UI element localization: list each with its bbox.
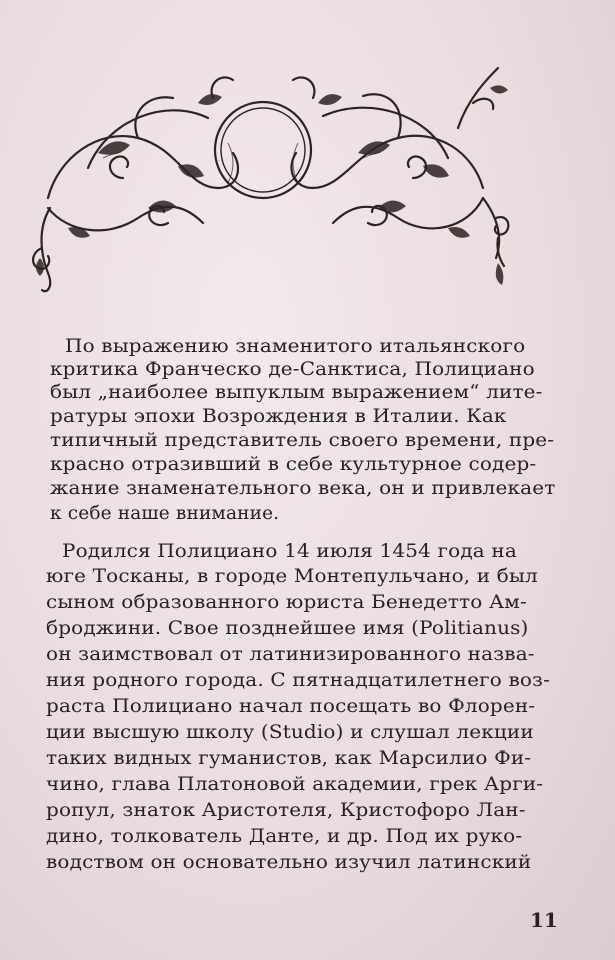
- text-line: броджини. Свое позднейшее имя (Politianus): [46, 618, 529, 639]
- text-line: критика Франческо де-Санктиса, Полициано: [50, 359, 535, 380]
- text-line: типичный представитель своего времени, пре-: [50, 430, 555, 451]
- text-line: ния родного города. С пятнадцатилетнего воз-: [46, 670, 551, 691]
- text-line: к себе наше внимание.: [50, 503, 280, 524]
- text-line: жание знаменательного века, он и привлекает: [50, 478, 556, 499]
- text-line: ропул, знаток Аристотеля, Кристофоро Лан-: [46, 800, 526, 821]
- text-line: чино, глава Платоновой академии, грек Арги-: [46, 774, 544, 795]
- text-line: сыном образованного юриста Бенедетто Ам-: [46, 592, 527, 613]
- text-line: раста Полициано начал посещать во Флорен-: [46, 696, 536, 717]
- text-line: водством он основательно изучил латинский: [46, 852, 532, 873]
- text-line: Родился Полициано 14 июля 1454 года на: [62, 541, 517, 562]
- text-line: юге Тосканы, в городе Монтепульчано, и был: [46, 566, 538, 587]
- text-line: ратуры эпохи Возрождения в Италии. Как: [50, 406, 507, 427]
- page-number: 11: [530, 908, 558, 932]
- text-line: он заимствовал от латинизированного назва-: [46, 644, 535, 665]
- text-line: красно отразивший в себе культурное содер-: [50, 454, 537, 475]
- text-line: дино, толкователь Данте, и др. Под их руко-: [46, 826, 523, 847]
- text-line: ции высшую школу (Studio) и слушал лекции: [46, 722, 534, 743]
- text-line: был „наиболее выпуклым выражением“ лите-: [50, 382, 543, 403]
- text-line: По выражению знаменитого итальянского: [65, 336, 526, 357]
- text-line: таких видных гуманистов, как Марсилио Фи-: [46, 748, 532, 769]
- floral-headpiece-ornament: [28, 58, 528, 298]
